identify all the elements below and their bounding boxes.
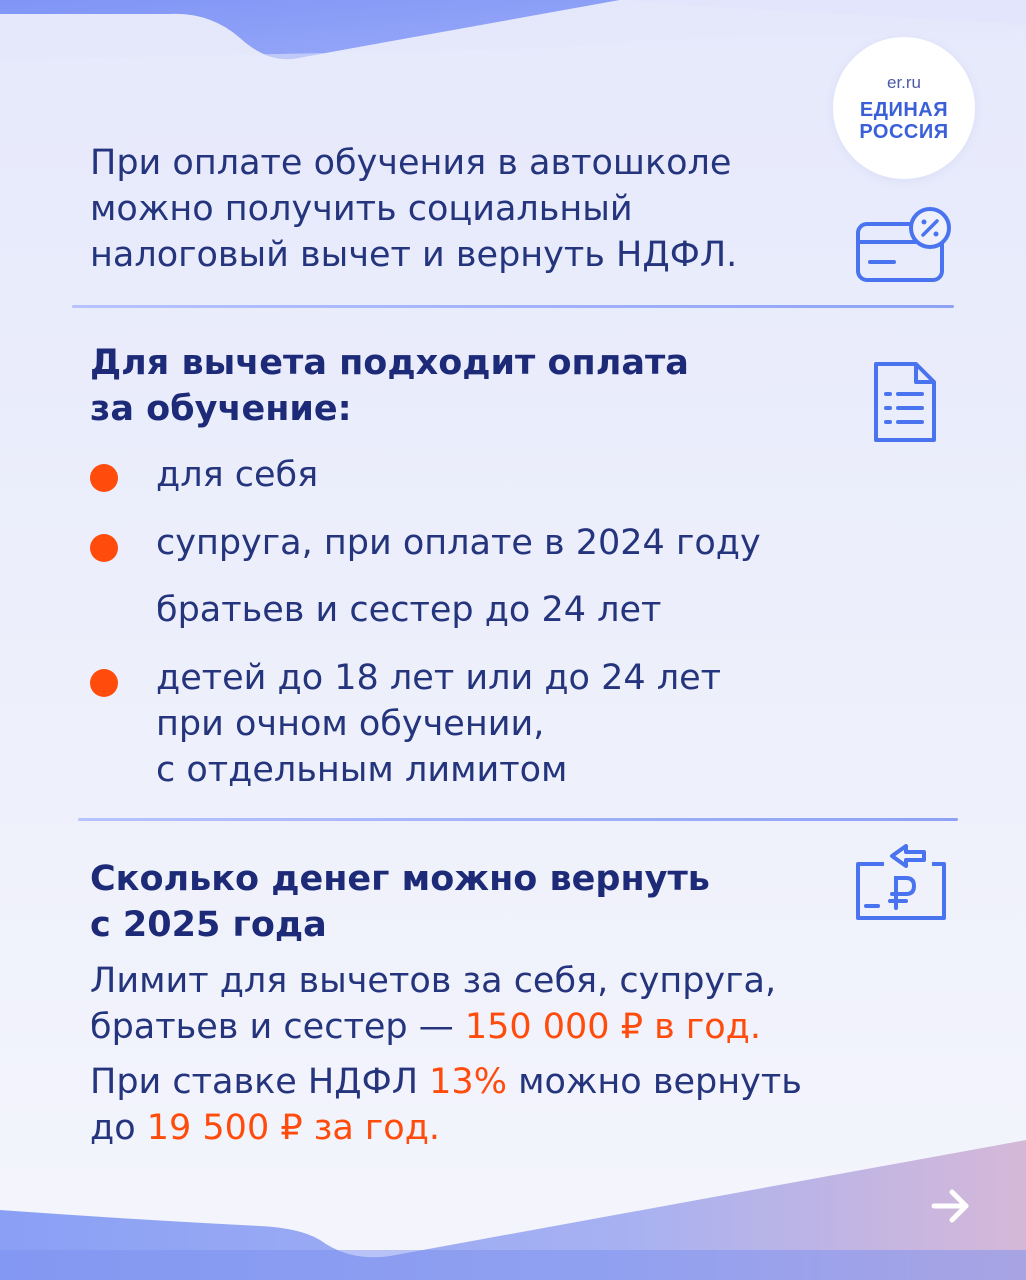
rate-suffix: можно вернуть (506, 1062, 802, 1102)
rate-line (90, 1059, 890, 1105)
logo-brand-line1: ЕДИНАЯ (859, 99, 949, 121)
section2-heading-line-2: с 2025 года (90, 905, 327, 945)
list-item-text: детей до 18 лет или до 24 лет (156, 658, 722, 698)
list-item-text: братьев и сестер до 24 лет (156, 590, 662, 630)
section1-heading (90, 340, 689, 432)
list-item-text: при очном обучении, (156, 704, 545, 744)
divider-2 (78, 818, 958, 821)
logo-site: er.ru (886, 73, 922, 92)
intro-line-2: можно получить социальный (90, 189, 633, 229)
limit-amount: 150 000 ₽ в год. (464, 1007, 761, 1047)
return-prefix: до (90, 1108, 147, 1148)
section2-heading-line-1: Сколько денег можно вернуть (90, 859, 710, 899)
section1-heading-line-1: Для вычета подходит оплата (90, 343, 689, 383)
list-item-text: для себя (156, 455, 319, 495)
logo-brand-line2: РОССИЯ (859, 121, 949, 143)
intro-line-3: налоговый вычет и вернуть НДФЛ. (90, 235, 738, 275)
rate-value: 13% (429, 1062, 507, 1102)
section2-heading (90, 856, 710, 948)
limit-line-1: Лимит для вычетов за себя, супруга, (90, 961, 777, 1001)
section1-heading-line-2: за обучение: (90, 389, 352, 429)
bullet-dot (90, 669, 118, 697)
limit-line-2 (90, 1004, 890, 1050)
list-item-text: супруга, при оплате в 2024 году (156, 523, 761, 563)
ruble-refund-icon (852, 844, 950, 924)
return-line (90, 1105, 890, 1151)
card-percent-icon (852, 206, 954, 284)
limit-text (90, 958, 890, 1050)
return-amount: 19 500 ₽ за год. (146, 1108, 441, 1148)
party-logo (833, 37, 975, 179)
rate-prefix: При ставке НДФЛ (90, 1062, 430, 1102)
arrow-right-icon[interactable] (928, 1183, 974, 1229)
divider-1 (72, 305, 954, 308)
return-text (90, 1059, 890, 1151)
limit-line-2-prefix: братьев и сестер — (90, 1007, 465, 1047)
bullet-dot (90, 464, 118, 492)
bullet-dot (90, 534, 118, 562)
document-list-icon (872, 360, 938, 444)
list-item-text: с отдельным лимитом (156, 750, 568, 790)
intro-text (90, 140, 830, 278)
intro-line-1: При оплате обучения в автошколе (90, 143, 732, 183)
